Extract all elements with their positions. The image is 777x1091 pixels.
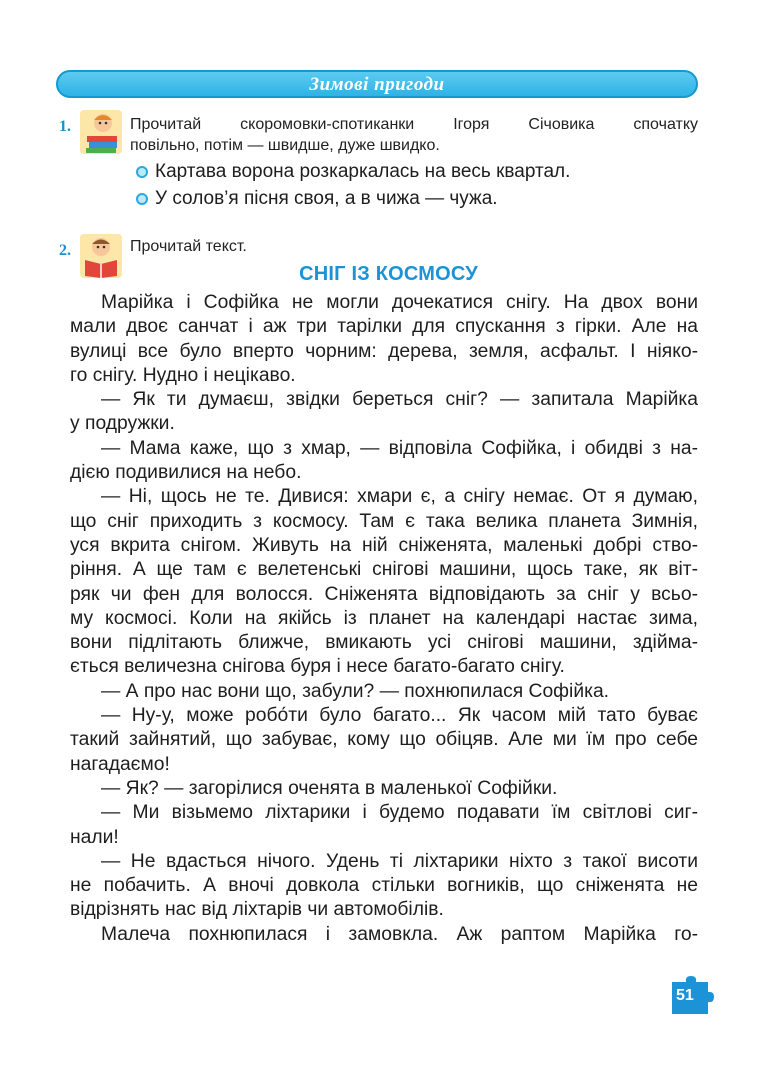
tongue-twister-item (136, 188, 498, 210)
story-line: ріння. А ще там є велетенські снігові машини, щось таке, як віт- (70, 559, 698, 581)
task-1-number: 1. (59, 118, 71, 135)
story-line: Марійка і Софійка не могли дочекатися снігу. На двох вони (101, 292, 698, 313)
story-title: СНІГ ІЗ КОСМОСУ (299, 263, 478, 285)
story-line: нагадаємо! (70, 753, 170, 775)
story-line: у подружки. (70, 413, 175, 435)
story-line: не побачить. А вночі довкола стільки вогників, що сніженята не (70, 875, 698, 897)
story-line: го снігу. Нудно і нецікаво. (70, 364, 296, 386)
story-line: вони підлітають ближче, вмикають усі снігові машини, здійма- (70, 632, 698, 654)
story-line: відрізнять нас від ліхтарів чи автомобілів. (70, 899, 444, 921)
story-line: вулиці все було вперто чорним: дерева, земля, асфальт. І ніяко- (70, 340, 698, 362)
section-banner (56, 70, 698, 98)
story-line: дією подивилися на небо. (70, 462, 302, 484)
task-1-instruction-line-2: повільно, потім — швидше, дуже швидко. (130, 137, 440, 154)
story-line: Малеча похнюпилася і замовкла. Аж раптом Марійка го- (101, 923, 698, 945)
section-title: Зимові пригоди (309, 74, 445, 95)
bullet-icon (136, 193, 148, 205)
task-1-instruction-line-1: Прочитай скоромовки-спотиканки Ігоря Січовика спочатку (130, 116, 698, 133)
story-line: ряк чи фен для волосся. Сніженята відповідають за сніг у всьо- (70, 583, 698, 605)
task-2-number: 2. (59, 242, 71, 259)
story-line: — Ми візьмемо ліхтарики і будемо подавати їм світлові сиг- (101, 802, 698, 824)
story-line: му космосі. Коли на якійсь із планет на календарі настає зима, (70, 607, 698, 629)
story-line: — А про нас вони що, забули? — похнюпилася Софійка. (101, 680, 610, 702)
story-line: мали двоє санчат і аж три тарілки для спускання з гірки. Але на (70, 316, 698, 338)
child-with-books-icon (78, 108, 124, 156)
story-line: — Ні, щось не те. Дивися: хмари є, а снігу немає. От я думаю, (101, 486, 698, 508)
story-line: — Мама каже, що з хмар, — відповіла Софійка, і обидві з на- (101, 437, 698, 459)
story-text (70, 291, 698, 947)
story-line: — Як? — загорілися оченята в маленької Софійки. (101, 777, 558, 799)
story-line: нали! (70, 826, 119, 848)
story-line: що сніг приходить з космосу. Там є така велика планета Зимнія, (70, 510, 698, 532)
bullet-icon (136, 166, 148, 178)
story-line: — Як ти думаєш, звідки береться сніг? — запитала Марійка (101, 389, 698, 411)
tongue-twister-item (136, 161, 570, 183)
task-1-instruction (130, 114, 698, 156)
tongue-twister-text: У солов’я пісня своя, а в чижа — чужа. (155, 188, 498, 209)
story-line: — Ну-у, може робо́ти було багато... Як часом мій тато буває (101, 705, 698, 727)
page-number: 51 (676, 987, 694, 1004)
story-line: ється величезна снігова буря і несе багато-багато снігу. (70, 656, 565, 678)
story-line: уся вкрита снігом. Живуть на ній сніженята, маленькі добрі ство- (70, 534, 698, 556)
task-2-instruction: Прочитай текст. (130, 238, 247, 255)
story-line: такий зайнятий, що забуває, кому що обіцяв. Але ми їм про себе (70, 729, 698, 751)
tongue-twister-text: Картава ворона розкаркалась на весь квартал. (155, 161, 571, 182)
story-line: — Не вдасться нічого. Удень ті ліхтарики ніхто з такої висоти (101, 850, 698, 872)
